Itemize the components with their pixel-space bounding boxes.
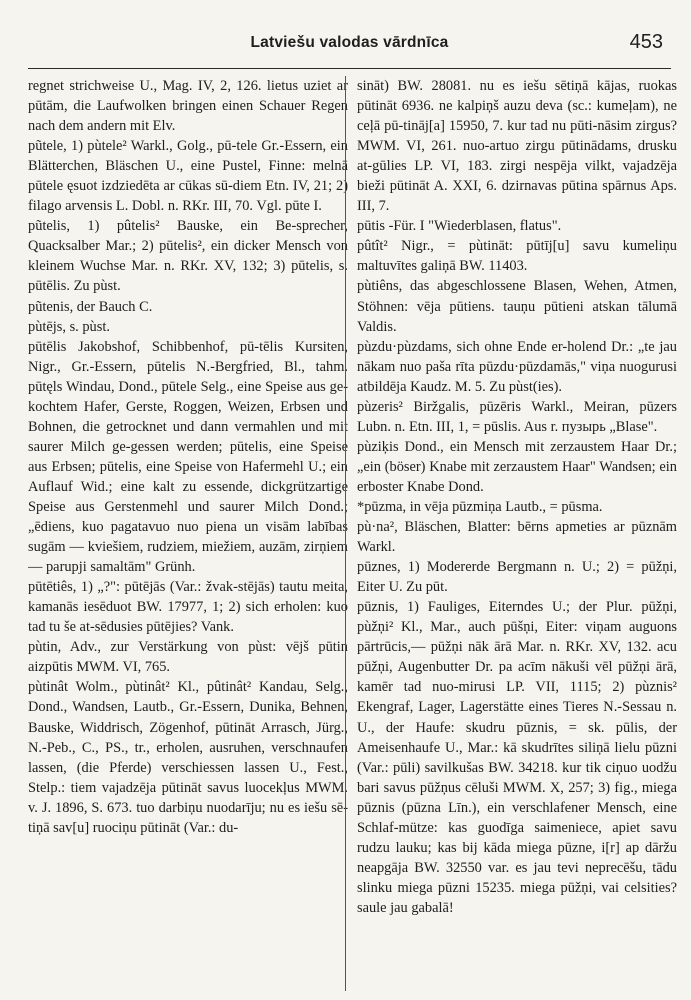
page-header <box>28 26 671 69</box>
right-column <box>357 76 677 996</box>
entry-puzikis: pùziķis Dond., ein Mensch mit zerzaustem Haar Dr.; „ein (böser) Knabe mit zerzaustem Haar" Wandsen; ein erboster Knabe Dond. <box>357 438 677 495</box>
entry-putejs: pùtējs, s. pùst. <box>28 318 110 335</box>
entry-putele: pũtele, 1) pùtele² Warkl., Golg., pū-tele Gr.-Essern, ein Blätterchen, Bläschen U., eine Pustel, Finne: melnā pūtele ęsuot izdziedēta ar cūkas sū-diem Etn. IV, 21; 2) filago arvensis L. Dobl. n. RKr. III, 70. Vgl. pūte I. <box>28 138 348 215</box>
left-column <box>28 76 348 996</box>
entry-puzna: pù·na², Bläschen, Blatter: bērns apmeties ar pūznām Warkl. <box>357 519 677 556</box>
entry-putenis: pũtenis, der Bauch C. <box>28 298 153 315</box>
entry-puzeris: pùzeris² Biržgalis, pūzēris Warkl., Meiran, pūzers Lubn. n. Etn. III, 1, = pūslis. Aus r. пузырь „Blase". <box>357 398 677 435</box>
entry-putit: pûtît² Nigr., = pùtināt: pūtīj[u] savu kumeliņu maltuvītes galiņā BW. 11403. <box>357 238 677 275</box>
entry-puznes: pūznes, 1) Modererde Bergmann n. U.; 2) = pūžņi, Eiter U. Zu pūt. <box>357 559 677 596</box>
entry-putinat: pùtinât Wolm., pùtinât² Kl., pûtinât² Kandau, Selg., Dond., Wandsen, Lautb., Gr.-Essern, Dunika, Behnen, Bauske, Widdrisch, Zögenhof, pūtināt Arrasch, Jürg., N.-Peb., C., PS., tr., erholen, ausruhen, verschnaufen lassen, (die Pferde) verschiessen lassen U., Fest., Stelp.: tiem vajadzēja pūtināt savus luocekļus MWM. v. J. 1896, S. 673. tuo darbiņu nuodarīju; nu es iešu sē-tiņā sav[u] ruociņu pūtināt (Var.: du- <box>28 679 348 836</box>
entry-putiens: pùtiêns, das abgeschlossene Blasen, Wehen, Atmen, Stöhnen: vēja pūtiens. tauņu pūtieni atskan tālumā Valdis. <box>357 278 677 335</box>
running-title: Latviešu valodas vārdnīca <box>250 34 449 51</box>
entry-puznis: pūznis, 1) Fauliges, Eiterndes U.; der Plur. pūžņi, pùžņi² Kl., Mar., auch pūšņi, Eiter: viņam auguons pārtrūcis,— pūžņi nāk ārā Mar. n. RKr. XV, 132. acu pūžņi, Augenbutter Dr. pa acīm nākuši vēl pūžņi ārā, kamēr tad nuo-mirusi LP. VII, 1115; 2) pùznis² Ekengraf, Lager, Lagerstätte eines Tieres N.-Sessau n. U., der Haufe: skudru pūznis, = sk. pūlis, der Ameisenhaufe U., Mar.: kā skudrītes siliņā lielu pūzni (Var.: pūli) savilkušas BW. 34218. kur tik ciņuo uodžu bari savus pūžņus cēluši MWM. X, 257; 3) fig., miega pūznis (pūzna Līn.), ein verschlafener Mensch, eine Schlaf-mütze: kas guodīga saimeniece, apiet savu rudzu lauku; kas bij kāda miega pūzne, i[r] ap dāržu neapgāja BW. 32550 var. es jau tevi neprecēšu, tādu slinku miega pūzni 15235. miega pūžņi, vai celsities? saule jau gabalā! <box>357 599 677 916</box>
entry-putin: pùtin, Adv., zur Verstärkung von pùst: vējš pūtin aizpūtis MWM. VI, 765. <box>28 639 348 676</box>
entry-putelis-dish: pūtēlis Jakobshof, Schibbenhof, pū-tēlis Kursiten, Nigr., Gr.-Essern, pūtelis N.-Bergfried, Bl., tahm. pūtęls Windau, Dond., pūtele Selg., eine Speise aus ge-kochtem Hafer, Gerste, Roggen, Weizen, Erbsen und Bohnen, die getrocknet und dann vermahlen und mit saurer Milch ge-gessen werden; pūtelis, eine Speise aus Erbsen; pūtelis, eine Speise von Hafermehl U.; ein Auflauf Wid.; eine kalt zu essende, dickgrützartige Speise aus Gerstenmehl und saurer Milch Dond.; „ēdiens, kuo pagatavuo nuo piena un visām labības sugām — kviešiem, rudziem, miežiem, auzām, zirņiem — parupji samaltām" Grünh. <box>28 338 348 576</box>
entry-text: sināt) BW. 28081. nu es iešu sētiņā kājas, ruokas pūtināt 6936. ne kalpiņš auzu deva (sc.: kumeļam), ne ceļā pū-tināj[a] 15950, 7. kur tad nu pūti-nāsim zirgus? MWM. VI, 261. nuo-artuo zirgu pūtinādams, drusku at-gūlies LP. VI, 183. zirgi nespēja vilkt, vajadzēja bieži pūtināt A. XXI, 6. dzirnavas pūtina spārnus Aps. III, 7. <box>357 78 677 215</box>
entry-text: regnet strichweise U., Mag. IV, 2, 126. lietus uziet ar pūtām, die Laufwolken bringen einen Schauer Regen nach dem andern mit Elv. <box>28 78 348 135</box>
entry-putis: pūtis -Für. I "Wiederblasen, flatus". <box>357 218 562 235</box>
entry-puzdu-puzdams: pùzdu·pùzdams, sich ohne Ende er-holend Dr.: „te jau nākam nuo paša rīta pūzdu·pūzdamās," viņa nuogurusi atbildēja Kaudz. M. 5. Zu pùst(ies). <box>357 338 677 395</box>
entry-putelis: pũtelis, 1) pûtelis² Bauske, ein Be-sprecher, Quacksalber Mar.; 2) pūtelis², ein dicker Mensch von kleinem Wuchse Mar. n. RKr. XV, 132; 3) pūtelis, s. pūtēlis. Zu pùst. <box>28 218 348 295</box>
column-divider <box>345 76 346 991</box>
entry-puzma: *pūzma, in vēja pūzmiņa Lautb., = pūsma. <box>357 498 603 515</box>
entry-puteties: pūtētiês, 1) „?": pūtējās (Var.: žvak-stējās) tautu meita, kamanās iesēduot BW. 17977, 1; 2) sich erholen: kuo tad tu še at-sēdusies pūtējies? Vank. <box>28 579 348 636</box>
page-number: 453 <box>629 31 663 53</box>
